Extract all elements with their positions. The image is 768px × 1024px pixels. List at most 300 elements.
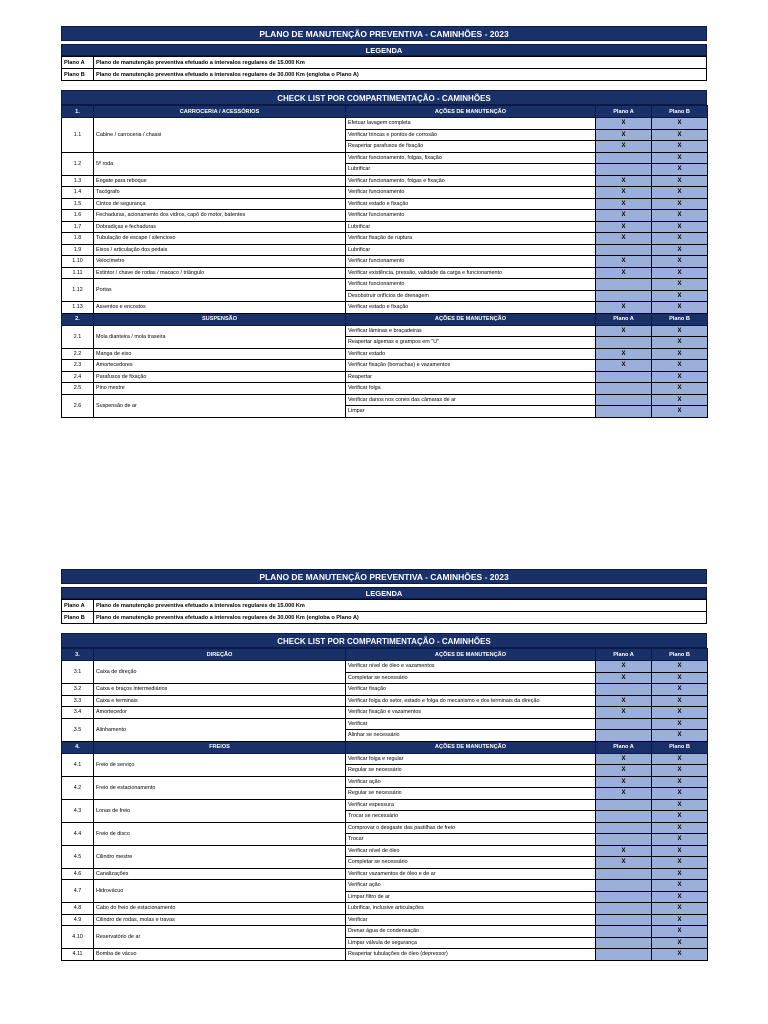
- item-number: 2.6: [62, 394, 94, 417]
- item-number: 1.6: [62, 210, 94, 222]
- plan-b-mark: X: [652, 937, 708, 949]
- plan-b-mark: X: [652, 210, 708, 222]
- plan-a-mark: X: [596, 695, 652, 707]
- plan-b-mark: X: [652, 256, 708, 268]
- plan-b-mark: X: [652, 834, 708, 846]
- item-number: 2.5: [62, 383, 94, 395]
- plan-b-mark: X: [652, 118, 708, 130]
- table-row: [62, 267, 708, 279]
- maintenance-action: Verificar vazamentos de óleo e de ar: [346, 868, 596, 880]
- plan-a-mark: [596, 718, 652, 730]
- plan-a-mark: X: [596, 707, 652, 719]
- item-number: 4.6: [62, 868, 94, 880]
- item-name: Parafusos de fixação: [94, 371, 346, 383]
- table-row: [62, 256, 708, 268]
- maintenance-action: Verificar ação: [346, 880, 596, 892]
- actions-header: AÇÕES DE MANUTENÇÃO: [346, 106, 596, 118]
- plan-b-mark: X: [652, 187, 708, 199]
- legend-row: [62, 57, 707, 69]
- section-name: CARROCERIA / ACESSÓRIOS: [94, 106, 346, 118]
- item-name: Cintos de segurança: [94, 198, 346, 210]
- plan-b-mark: X: [652, 765, 708, 777]
- table-row: [62, 187, 708, 199]
- maintenance-action: Verificar funcionamento: [346, 256, 596, 268]
- item-name: Fechaduras, acionamento dos vidros, capô do motor, batentes: [94, 210, 346, 222]
- maintenance-action: Reapertar parafusos de fixação: [346, 141, 596, 153]
- plan-a-mark: X: [596, 141, 652, 153]
- plan-a-mark: X: [596, 845, 652, 857]
- table-row: [62, 198, 708, 210]
- maintenance-action: Trocar se necessário: [346, 811, 596, 823]
- table-row: [62, 325, 708, 337]
- item-name: Velocímetro: [94, 256, 346, 268]
- plan-a-mark: X: [596, 267, 652, 279]
- item-name: Freio de estacionamento: [94, 776, 346, 799]
- table-row: [62, 799, 708, 811]
- item-name: Amortecedores: [94, 360, 346, 372]
- table-row: [62, 914, 708, 926]
- maintenance-action: Drenar água de condensação: [346, 926, 596, 938]
- item-name: Cilindro mestre: [94, 845, 346, 868]
- plan-a-mark: X: [596, 776, 652, 788]
- item-number: 1.3: [62, 175, 94, 187]
- item-number: 3.3: [62, 695, 94, 707]
- legend-code: Plano A: [62, 600, 94, 612]
- table-row: [62, 822, 708, 834]
- table-row: [62, 302, 708, 314]
- item-number: 3.1: [62, 661, 94, 684]
- maintenance-action: Verificar funcionamento, folgas e fixação: [346, 175, 596, 187]
- maintenance-action: Verificar folga: [346, 383, 596, 395]
- legend-text: Plano de manutenção preventiva efetuado a intervalos regulares de 15.000 Km: [94, 57, 707, 69]
- plan-a-mark: [596, 868, 652, 880]
- plan-b-mark: X: [652, 695, 708, 707]
- checklist-title: CHECK LIST POR COMPARTIMENTAÇÃO - CAMINHÕES: [61, 90, 707, 105]
- plan-b-mark: X: [652, 949, 708, 961]
- table-row: [62, 661, 708, 673]
- plan-b-mark: X: [652, 718, 708, 730]
- item-number: 1.4: [62, 187, 94, 199]
- maintenance-action: Verificar funcionamento: [346, 210, 596, 222]
- plan-b-mark: X: [652, 175, 708, 187]
- maintenance-action: Alinhar se necessário: [346, 730, 596, 742]
- table-row: [62, 244, 708, 256]
- plan-b-mark: X: [652, 198, 708, 210]
- plan-b-mark: X: [652, 371, 708, 383]
- item-number: 1.5: [62, 198, 94, 210]
- table-row: [62, 175, 708, 187]
- item-name: Tubulação de escape / silencioso: [94, 233, 346, 245]
- checklist-table: [61, 105, 708, 418]
- plan-a-mark: [596, 164, 652, 176]
- item-number: 2.1: [62, 325, 94, 348]
- plan-b-mark: X: [652, 302, 708, 314]
- plan-b-mark: X: [652, 753, 708, 765]
- item-name: Alinhamento: [94, 718, 346, 741]
- plan-b-mark: X: [652, 903, 708, 915]
- item-number: 1.1: [62, 118, 94, 153]
- plan-a-mark: X: [596, 198, 652, 210]
- maintenance-action: Verificar funcionamento: [346, 279, 596, 291]
- maintenance-action: Verificar estado e fixação: [346, 302, 596, 314]
- plan-b-mark: X: [652, 822, 708, 834]
- plan-b-mark: X: [652, 279, 708, 291]
- table-row: [62, 233, 708, 245]
- table-row: [62, 118, 708, 130]
- plan-a-mark: X: [596, 788, 652, 800]
- table-row: [62, 776, 708, 788]
- plan-b-mark: X: [652, 661, 708, 673]
- item-number: 2.3: [62, 360, 94, 372]
- item-name: Lonas de freio: [94, 799, 346, 822]
- item-name: Caixa e braços intermediários: [94, 684, 346, 696]
- plan-a-mark: X: [596, 672, 652, 684]
- table-row: [62, 707, 708, 719]
- maintenance-action: Desobstruir orifícios de drenagem: [346, 290, 596, 302]
- plan-a-mark: X: [596, 256, 652, 268]
- plan-a-mark: X: [596, 221, 652, 233]
- plan-a-mark: [596, 949, 652, 961]
- item-number: 4.1: [62, 753, 94, 776]
- item-number: 1.8: [62, 233, 94, 245]
- actions-header: AÇÕES DE MANUTENÇÃO: [346, 313, 596, 325]
- item-name: Pino mestre: [94, 383, 346, 395]
- plan-a-mark: [596, 383, 652, 395]
- plan-b-mark: X: [652, 672, 708, 684]
- section-number: 3.: [62, 649, 94, 661]
- plan-a-header: Plano A: [596, 649, 652, 661]
- plan-a-header: Plano A: [596, 106, 652, 118]
- plan-a-mark: [596, 394, 652, 406]
- plan-b-mark: X: [652, 129, 708, 141]
- plan-a-mark: X: [596, 348, 652, 360]
- table-row: [62, 926, 708, 938]
- maintenance-action: Reapertar: [346, 371, 596, 383]
- maintenance-action: Verificar danos nos cones das câmaras de ar: [346, 394, 596, 406]
- table-row: [62, 684, 708, 696]
- maintenance-action: Reapertar tubulações de óleo (depressor): [346, 949, 596, 961]
- legend-text: Plano de manutenção preventiva efetuado a intervalos regulares de 30.000 Km (engloba o Plano A): [94, 69, 707, 81]
- item-name: Assentos e encostos: [94, 302, 346, 314]
- item-number: 1.9: [62, 244, 94, 256]
- maintenance-action: Verificar fixação e vazamentos: [346, 707, 596, 719]
- checklist-page-2: [61, 569, 707, 961]
- item-name: Manga de eixo: [94, 348, 346, 360]
- maintenance-action: Regular se necessário: [346, 788, 596, 800]
- plan-a-mark: [596, 937, 652, 949]
- table-row: [62, 903, 708, 915]
- maintenance-action: Comprovar o desgaste das pastilhas de freio: [346, 822, 596, 834]
- maintenance-action: Verificar nível de óleo: [346, 845, 596, 857]
- plan-b-header: Plano B: [652, 313, 708, 325]
- item-name: Mola dianteira / mola traseira: [94, 325, 346, 348]
- item-number: 3.2: [62, 684, 94, 696]
- plan-a-mark: X: [596, 129, 652, 141]
- plan-a-mark: [596, 903, 652, 915]
- plan-b-mark: X: [652, 406, 708, 418]
- section-name: DIREÇÃO: [94, 649, 346, 661]
- section-number: 4.: [62, 741, 94, 753]
- document-title: PLANO DE MANUTENÇÃO PREVENTIVA - CAMINHÕES - 2023: [61, 26, 707, 41]
- plan-b-mark: X: [652, 730, 708, 742]
- item-name: Hidrovácuo: [94, 880, 346, 903]
- table-row: [62, 210, 708, 222]
- actions-header: AÇÕES DE MANUTENÇÃO: [346, 649, 596, 661]
- item-name: Dobradiças e fechaduras: [94, 221, 346, 233]
- item-name: Cabo do freio de estacionamento: [94, 903, 346, 915]
- table-row: [62, 152, 708, 164]
- maintenance-action: Trocar: [346, 834, 596, 846]
- plan-a-mark: X: [596, 765, 652, 777]
- plan-a-mark: X: [596, 118, 652, 130]
- maintenance-action: Verificar: [346, 718, 596, 730]
- maintenance-action: Lubrificar: [346, 221, 596, 233]
- table-row: [62, 348, 708, 360]
- maintenance-action: Verificar fixação (borrachas) e vazamentos: [346, 360, 596, 372]
- item-name: Freio de disco: [94, 822, 346, 845]
- item-name: Engate para reboque: [94, 175, 346, 187]
- section-header-row: [62, 106, 708, 118]
- plan-b-mark: X: [652, 348, 708, 360]
- maintenance-action: Lubrificar: [346, 244, 596, 256]
- item-number: 4.10: [62, 926, 94, 949]
- legend-code: Plano B: [62, 612, 94, 624]
- maintenance-action: Limpar filtro de ar: [346, 891, 596, 903]
- plan-a-mark: X: [596, 187, 652, 199]
- item-number: 1.2: [62, 152, 94, 175]
- checklist-title: CHECK LIST POR COMPARTIMENTAÇÃO - CAMINHÕES: [61, 633, 707, 648]
- legend-code: Plano A: [62, 57, 94, 69]
- maintenance-action: Completar se necessário: [346, 672, 596, 684]
- plan-a-mark: [596, 371, 652, 383]
- item-name: Cilindro de rodas, molas e travas: [94, 914, 346, 926]
- item-name: Extintor / chave de rodas / macaco / triângulo: [94, 267, 346, 279]
- item-number: 4.5: [62, 845, 94, 868]
- maintenance-action: Verificar estado e fixação: [346, 198, 596, 210]
- plan-b-header: Plano B: [652, 649, 708, 661]
- maintenance-action: Verificar existência, pressão, validade da carga e funcionamento: [346, 267, 596, 279]
- plan-b-mark: X: [652, 914, 708, 926]
- item-name: 5ª roda: [94, 152, 346, 175]
- table-row: [62, 880, 708, 892]
- maintenance-action: Limpar: [346, 406, 596, 418]
- plan-b-header: Plano B: [652, 741, 708, 753]
- plan-a-mark: X: [596, 210, 652, 222]
- section-number: 1.: [62, 106, 94, 118]
- table-row: [62, 845, 708, 857]
- item-number: 3.5: [62, 718, 94, 741]
- item-name: Cabine / carroceria / chassi: [94, 118, 346, 153]
- section-header-row: [62, 649, 708, 661]
- plan-b-mark: X: [652, 164, 708, 176]
- plan-a-mark: [596, 337, 652, 349]
- maintenance-action: Verificar funcionamento: [346, 187, 596, 199]
- section-header-row: [62, 313, 708, 325]
- maintenance-action: Reapertar algemas e grampos em "U": [346, 337, 596, 349]
- item-number: 3.4: [62, 707, 94, 719]
- item-number: 4.4: [62, 822, 94, 845]
- legend-table: [61, 56, 707, 81]
- plan-b-mark: X: [652, 244, 708, 256]
- plan-a-mark: X: [596, 325, 652, 337]
- maintenance-action: Regular se necessário: [346, 765, 596, 777]
- item-name: Amortecedor: [94, 707, 346, 719]
- plan-b-mark: X: [652, 891, 708, 903]
- plan-a-mark: [596, 914, 652, 926]
- item-number: 4.8: [62, 903, 94, 915]
- plan-a-mark: [596, 279, 652, 291]
- item-name: Canalizações: [94, 868, 346, 880]
- plan-a-mark: [596, 152, 652, 164]
- item-number: 1.13: [62, 302, 94, 314]
- plan-b-mark: X: [652, 880, 708, 892]
- table-row: [62, 371, 708, 383]
- plan-a-mark: [596, 244, 652, 256]
- plan-a-mark: X: [596, 857, 652, 869]
- document-title: PLANO DE MANUTENÇÃO PREVENTIVA - CAMINHÕES - 2023: [61, 569, 707, 584]
- plan-a-mark: [596, 822, 652, 834]
- item-number: 4.9: [62, 914, 94, 926]
- item-number: 1.7: [62, 221, 94, 233]
- maintenance-action: Verificar folga e regular: [346, 753, 596, 765]
- plan-b-mark: X: [652, 290, 708, 302]
- plan-a-mark: [596, 290, 652, 302]
- maintenance-action: Verificar espessura: [346, 799, 596, 811]
- item-name: Reservatório de ar: [94, 926, 346, 949]
- plan-b-mark: X: [652, 811, 708, 823]
- maintenance-action: Verificar fixação de ruptura: [346, 233, 596, 245]
- item-number: 4.11: [62, 949, 94, 961]
- plan-b-mark: X: [652, 394, 708, 406]
- plan-b-mark: X: [652, 684, 708, 696]
- maintenance-action: Lubrificar, inclusive articulações: [346, 903, 596, 915]
- legend-row: [62, 612, 707, 624]
- plan-b-mark: X: [652, 926, 708, 938]
- item-number: 1.12: [62, 279, 94, 302]
- plan-a-header: Plano A: [596, 313, 652, 325]
- table-row: [62, 360, 708, 372]
- plan-a-mark: [596, 834, 652, 846]
- maintenance-action: Verificar fixação: [346, 684, 596, 696]
- item-name: Portas: [94, 279, 346, 302]
- plan-b-header: Plano B: [652, 106, 708, 118]
- table-row: [62, 221, 708, 233]
- maintenance-action: Completar se necessário: [346, 857, 596, 869]
- plan-a-header: Plano A: [596, 741, 652, 753]
- plan-b-mark: X: [652, 868, 708, 880]
- plan-b-mark: X: [652, 788, 708, 800]
- maintenance-action: Verificar funcionamento, folgas, fixação: [346, 152, 596, 164]
- actions-header: AÇÕES DE MANUTENÇÃO: [346, 741, 596, 753]
- item-number: 2.4: [62, 371, 94, 383]
- plan-b-mark: X: [652, 707, 708, 719]
- item-number: 1.10: [62, 256, 94, 268]
- legend-row: [62, 69, 707, 81]
- plan-a-mark: X: [596, 302, 652, 314]
- plan-b-mark: X: [652, 233, 708, 245]
- maintenance-action: Lubrificar: [346, 164, 596, 176]
- item-name: Suspensão de ar: [94, 394, 346, 417]
- section-header-row: [62, 741, 708, 753]
- table-row: [62, 394, 708, 406]
- maintenance-action: Efetuar lavagem completa: [346, 118, 596, 130]
- plan-b-mark: X: [652, 857, 708, 869]
- plan-b-mark: X: [652, 325, 708, 337]
- plan-a-mark: X: [596, 661, 652, 673]
- item-number: 4.7: [62, 880, 94, 903]
- maintenance-action: Verificar lâminas e braçadeiras: [346, 325, 596, 337]
- section-name: FREIOS: [94, 741, 346, 753]
- plan-b-mark: X: [652, 267, 708, 279]
- legend-code: Plano B: [62, 69, 94, 81]
- table-row: [62, 753, 708, 765]
- plan-a-mark: [596, 730, 652, 742]
- item-number: 4.3: [62, 799, 94, 822]
- plan-a-mark: [596, 880, 652, 892]
- plan-b-mark: X: [652, 383, 708, 395]
- plan-b-mark: X: [652, 360, 708, 372]
- table-row: [62, 695, 708, 707]
- maintenance-action: Verificar folga do setor, estado e folga do mecanismo e dos terminais da direção: [346, 695, 596, 707]
- item-number: 1.11: [62, 267, 94, 279]
- table-row: [62, 718, 708, 730]
- table-row: [62, 383, 708, 395]
- item-name: Caixa de direção: [94, 661, 346, 684]
- plan-b-mark: X: [652, 799, 708, 811]
- item-number: 2.2: [62, 348, 94, 360]
- plan-a-mark: [596, 684, 652, 696]
- plan-a-mark: X: [596, 233, 652, 245]
- maintenance-action: Verificar nível de óleo e vazamentos: [346, 661, 596, 673]
- table-row: [62, 279, 708, 291]
- legend-text: Plano de manutenção preventiva efetuado a intervalos regulares de 30.000 Km (engloba o Plano A): [94, 612, 707, 624]
- item-name: Bomba de vácuo: [94, 949, 346, 961]
- maintenance-action: Verificar ação: [346, 776, 596, 788]
- item-name: Caixa e terminais: [94, 695, 346, 707]
- plan-a-mark: [596, 926, 652, 938]
- plan-a-mark: [596, 406, 652, 418]
- plan-a-mark: X: [596, 175, 652, 187]
- item-name: Tacógrafo: [94, 187, 346, 199]
- legend-row: [62, 600, 707, 612]
- plan-a-mark: [596, 811, 652, 823]
- maintenance-action: Limpar válvula de segurança: [346, 937, 596, 949]
- legend-title: LEGENDA: [61, 587, 707, 599]
- legend-text: Plano de manutenção preventiva efetuado a intervalos regulares de 15.000 Km: [94, 600, 707, 612]
- plan-a-mark: X: [596, 753, 652, 765]
- maintenance-action: Verificar trincas e pontos de corrosão: [346, 129, 596, 141]
- section-name: SUSPENSÃO: [94, 313, 346, 325]
- plan-b-mark: X: [652, 845, 708, 857]
- item-name: Eixos / articulação dos pedais: [94, 244, 346, 256]
- checklist-page-1: [61, 26, 707, 418]
- plan-b-mark: X: [652, 141, 708, 153]
- plan-a-mark: [596, 799, 652, 811]
- table-row: [62, 868, 708, 880]
- plan-b-mark: X: [652, 152, 708, 164]
- plan-b-mark: X: [652, 776, 708, 788]
- section-number: 2.: [62, 313, 94, 325]
- checklist-table: [61, 648, 708, 961]
- plan-b-mark: X: [652, 221, 708, 233]
- item-name: Freio de serviço: [94, 753, 346, 776]
- item-number: 4.2: [62, 776, 94, 799]
- table-row: [62, 949, 708, 961]
- legend-table: [61, 599, 707, 624]
- maintenance-action: Verificar: [346, 914, 596, 926]
- plan-b-mark: X: [652, 337, 708, 349]
- maintenance-action: Verificar estado: [346, 348, 596, 360]
